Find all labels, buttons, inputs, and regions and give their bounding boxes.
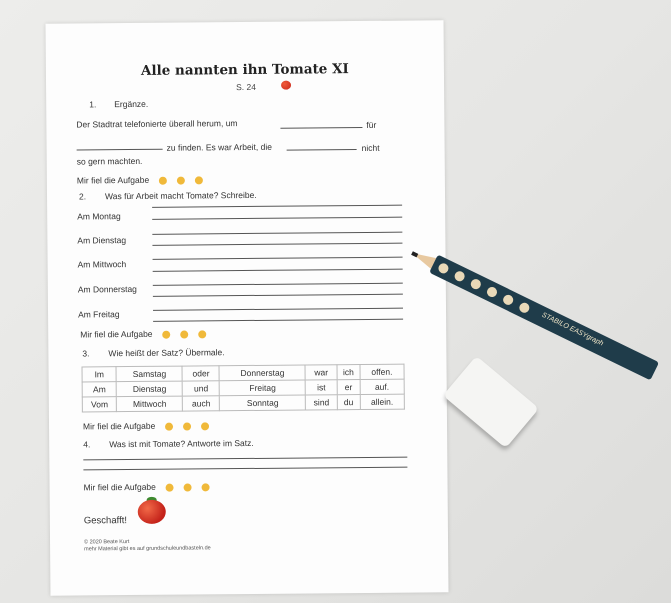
rating-row xyxy=(80,328,206,339)
day-label: Am Dienstag xyxy=(77,235,127,246)
fill-line xyxy=(77,149,163,151)
day-label: Am Donnerstag xyxy=(77,283,137,295)
smiley-happy-icon xyxy=(166,483,174,491)
table-cell: Dienstag xyxy=(117,381,183,397)
fill-line xyxy=(287,149,357,151)
worksheet-title: Alle nannten ihn Tomate XI xyxy=(140,61,349,79)
smiley-neutral-icon xyxy=(184,483,192,491)
done-text: Geschafft! xyxy=(83,515,128,527)
smiley-neutral-icon xyxy=(183,422,191,430)
write-line xyxy=(83,467,407,471)
table-cell: Am xyxy=(82,382,117,397)
table-cell: du xyxy=(337,395,360,410)
task1-text-e: so gern machten. xyxy=(76,155,143,167)
table-cell: oder xyxy=(182,366,219,381)
rating-label: Mir fiel die Aufgabe xyxy=(76,174,150,186)
rating-label: Mir fiel die Aufgabe xyxy=(80,328,153,340)
smiley-sad-icon xyxy=(201,422,209,430)
smiley-happy-icon xyxy=(165,422,173,430)
write-line xyxy=(153,308,403,311)
rating-label: Mir fiel die Aufgabe xyxy=(82,420,156,432)
task1-text-c: zu finden. Es war Arbeit, die xyxy=(166,141,273,153)
write-line xyxy=(152,232,402,235)
write-line xyxy=(152,243,402,246)
more-material: mehr Material gibt es auf grundschuleundbasteln.de xyxy=(84,545,211,553)
tomato-icon xyxy=(138,500,166,524)
write-line xyxy=(83,457,407,461)
worksheet xyxy=(46,20,449,595)
table-cell: Freitag xyxy=(220,380,306,396)
table-cell: Sonntag xyxy=(220,395,306,411)
pencil-grip-dot xyxy=(437,262,450,275)
copyright: © 2020 Beate Kurt xyxy=(84,539,130,546)
table-cell: ich xyxy=(337,365,360,380)
rating-row xyxy=(83,420,209,431)
page-number: S. 24 xyxy=(236,81,256,93)
task4-number: 4. xyxy=(83,439,91,450)
write-line xyxy=(152,205,402,208)
pencil-grip-dot xyxy=(453,270,466,283)
table-cell: Samstag xyxy=(116,366,182,382)
task2-number: 2. xyxy=(78,191,87,202)
rating-label: Mir fiel die Aufgabe xyxy=(83,481,156,493)
day-label: Am Freitag xyxy=(78,309,120,320)
table-cell: auch xyxy=(183,396,220,411)
write-line xyxy=(153,283,403,286)
task3-number: 3. xyxy=(82,348,90,359)
task1-instruction: Ergänze. xyxy=(114,98,149,110)
smiley-sad-icon xyxy=(198,330,206,338)
table-cell: allein. xyxy=(360,394,405,409)
pencil-grip-dot xyxy=(469,277,482,290)
task2-instruction: Was für Arbeit macht Tomate? Schreibe. xyxy=(104,189,257,202)
smiley-neutral-icon xyxy=(180,330,188,338)
task1-text-b: für xyxy=(366,119,377,130)
smiley-happy-icon xyxy=(159,176,167,184)
write-line xyxy=(153,257,403,260)
smiley-sad-icon xyxy=(202,483,210,491)
task1-number: 1. xyxy=(89,99,97,110)
eraser xyxy=(443,356,539,449)
day-label: Am Mittwoch xyxy=(77,259,127,270)
rating-row xyxy=(77,174,203,185)
table-row xyxy=(82,394,404,412)
task1-text-a: Der Stadtrat telefonierte überall herum, um xyxy=(76,118,238,130)
pencil-grip-dot xyxy=(501,293,514,306)
tomato-icon xyxy=(281,81,291,90)
sentence-table xyxy=(82,364,405,413)
smiley-happy-icon xyxy=(162,330,170,338)
write-line xyxy=(153,294,403,297)
table-cell: er xyxy=(337,380,360,395)
write-line xyxy=(152,217,402,220)
pencil-grip-dot xyxy=(518,301,531,314)
table-cell: Mittwoch xyxy=(117,396,183,412)
smiley-sad-icon xyxy=(195,176,203,184)
fill-line xyxy=(280,127,362,129)
pencil-grip-dot xyxy=(485,285,498,298)
write-line xyxy=(153,319,403,322)
table-cell: sind xyxy=(306,395,338,410)
task1-text-d: nicht xyxy=(361,142,380,153)
table-cell: ist xyxy=(305,380,337,395)
task3-instruction: Wie heißt der Satz? Übermale. xyxy=(108,347,225,359)
table-cell: Donnerstag xyxy=(219,365,305,381)
pencil-brand: STABILO EASYgraph xyxy=(540,311,605,348)
table-cell: war xyxy=(305,365,337,380)
rating-row xyxy=(84,481,210,492)
table-cell: und xyxy=(183,381,220,396)
task4-instruction: Was ist mit Tomate? Antworte im Satz. xyxy=(109,437,254,450)
pencil-body xyxy=(429,255,659,381)
table-cell: auf. xyxy=(360,379,405,394)
write-line xyxy=(153,269,403,272)
table-cell: offen. xyxy=(360,364,405,379)
table-cell: Im xyxy=(82,367,117,382)
smiley-neutral-icon xyxy=(177,176,185,184)
table-cell: Vom xyxy=(82,397,117,412)
day-label: Am Montag xyxy=(77,211,121,222)
